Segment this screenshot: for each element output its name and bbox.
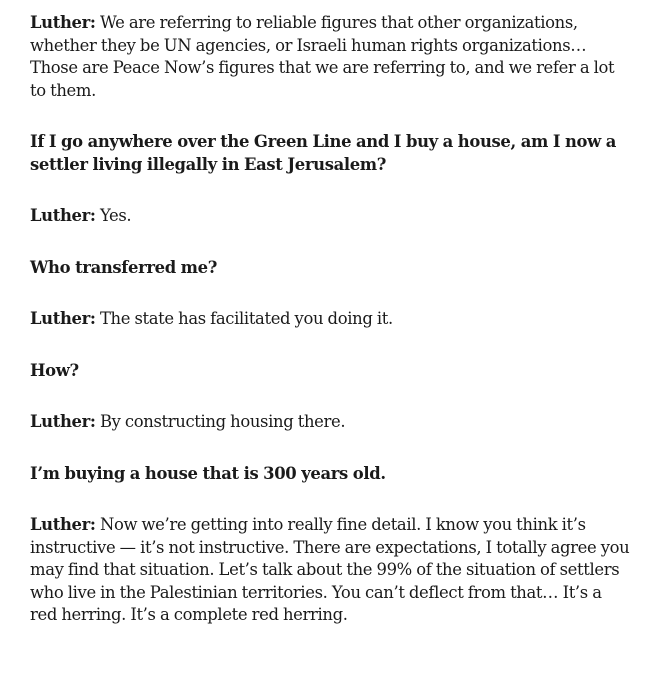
answer-paragraph bbox=[30, 308, 630, 331]
question-paragraph: Who transferred me? bbox=[30, 257, 218, 277]
interview-transcript bbox=[30, 12, 630, 656]
answer-text: By constructing housing there. bbox=[95, 412, 346, 431]
answer-text: Now we’re getting into really fine detail. I know you think it’s instructive — it’s not instructive. There are expectations, I totally agree you may find that situation. Let’s talk about the 99% of the situation of settlers who live in the Palestinian territories. You can’t deflect from that… It’s a red herring. It’s a complete red herring. bbox=[30, 515, 630, 624]
answer-paragraph bbox=[30, 205, 630, 228]
answer-text: We are referring to reliable figures that other organizations, whether they be UN agencies, or Israeli human rights organizations… Those are Peace Now’s figures that we are referring to, and we refer a lot to them. bbox=[30, 13, 615, 100]
answer-paragraph bbox=[30, 514, 630, 627]
speaker-label: Luther: bbox=[30, 309, 96, 328]
question-paragraph: How? bbox=[30, 360, 79, 380]
answer-paragraph bbox=[30, 12, 630, 102]
answer-paragraph bbox=[30, 411, 630, 434]
speaker-label: Luther: bbox=[30, 13, 96, 32]
answer-text: The state has facilitated you doing it. bbox=[95, 309, 393, 328]
question-paragraph: I’m buying a house that is 300 years old. bbox=[30, 463, 386, 483]
speaker-label: Luther: bbox=[30, 412, 96, 431]
question-paragraph: If I go anywhere over the Green Line and I buy a house, am I now a settler living illegally in East Jerusalem? bbox=[30, 132, 617, 174]
answer-text: Yes. bbox=[95, 206, 132, 225]
speaker-label: Luther: bbox=[30, 515, 96, 534]
speaker-label: Luther: bbox=[30, 206, 96, 225]
